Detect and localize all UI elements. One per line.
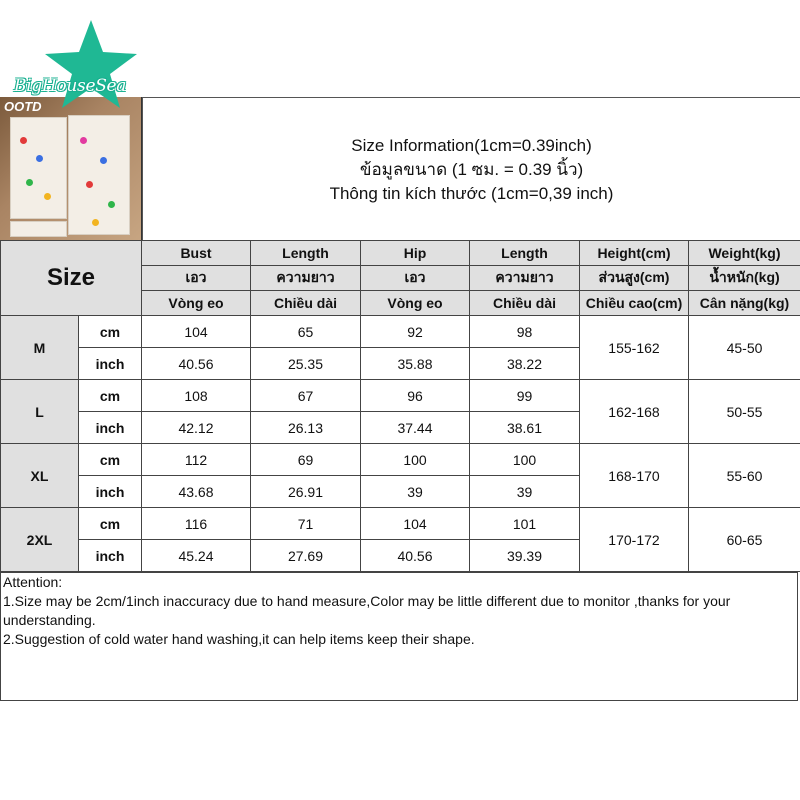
col-header: Hip: [361, 241, 470, 266]
table-cell: 38.61: [470, 412, 580, 444]
table-cell: 40.56: [142, 348, 251, 380]
size-name: M: [1, 316, 79, 380]
table-cell: 42.12: [142, 412, 251, 444]
size-name: 2XL: [1, 508, 79, 572]
col-header-thai: เอว: [142, 266, 251, 291]
table-cell: 100: [470, 444, 580, 476]
table-cell: 43.68: [142, 476, 251, 508]
weight-cell: 60-65: [689, 508, 800, 572]
col-header-vietnamese: Cân nặng(kg): [689, 291, 800, 316]
attention-title: Attention:: [3, 574, 63, 590]
header-english: Size Information(1cm=0.39inch): [351, 135, 592, 155]
table-row: [1, 316, 800, 348]
unit-label: inch: [79, 412, 142, 444]
table-cell: 39: [361, 476, 470, 508]
table-cell: 67: [251, 380, 361, 412]
product-photo: [0, 97, 142, 240]
unit-label: cm: [79, 316, 142, 348]
table-cell: 26.91: [251, 476, 361, 508]
unit-label: inch: [79, 348, 142, 380]
height-cell: 162-168: [580, 380, 689, 444]
table-cell: 100: [361, 444, 470, 476]
brand-logo: [6, 18, 156, 114]
unit-label: inch: [79, 476, 142, 508]
col-header-vietnamese: Chiều cao(cm): [580, 291, 689, 316]
unit-label: inch: [79, 540, 142, 572]
size-info-header: [142, 97, 800, 242]
table-cell: 40.56: [361, 540, 470, 572]
col-header: Length: [470, 241, 580, 266]
table-row: [1, 508, 800, 540]
table-cell: 92: [361, 316, 470, 348]
col-header-thai: ความยาว: [470, 266, 580, 291]
attention-line-2: 2.Suggestion of cold water hand washing,it can help items keep their shape.: [3, 631, 475, 647]
col-header-vietnamese: Chiều dài: [251, 291, 361, 316]
col-header-vietnamese: Vòng eo: [142, 291, 251, 316]
table-cell: 96: [361, 380, 470, 412]
weight-cell: 50-55: [689, 380, 800, 444]
table-cell: 112: [142, 444, 251, 476]
col-header: Length: [251, 241, 361, 266]
star-icon: [45, 20, 137, 108]
table-cell: 39.39: [470, 540, 580, 572]
table-cell: 65: [251, 316, 361, 348]
size-name: L: [1, 380, 79, 444]
header-thai: ข้อมูลขนาด (1 ซม. = 0.39 นิ้ว): [359, 159, 584, 179]
unit-label: cm: [79, 508, 142, 540]
unit-label: cm: [79, 380, 142, 412]
col-header-thai: น้ำหนัก(kg): [689, 266, 800, 291]
height-cell: 170-172: [580, 508, 689, 572]
height-cell: 155-162: [580, 316, 689, 380]
unit-label: cm: [79, 444, 142, 476]
size-label: Size: [1, 241, 142, 316]
table-cell: 108: [142, 380, 251, 412]
height-cell: 168-170: [580, 444, 689, 508]
table-cell: 26.13: [251, 412, 361, 444]
table-cell: 99: [470, 380, 580, 412]
table-cell: 39: [470, 476, 580, 508]
table-cell: 104: [142, 316, 251, 348]
table-cell: 38.22: [470, 348, 580, 380]
attention-notes: [0, 572, 798, 701]
table-cell: 69: [251, 444, 361, 476]
table-cell: 27.69: [251, 540, 361, 572]
col-header: Weight(kg): [689, 241, 800, 266]
size-table: [0, 240, 800, 572]
brand-name: BigHouseSea: [14, 76, 127, 96]
table-row: [1, 444, 800, 476]
table-cell: 45.24: [142, 540, 251, 572]
header-vietnamese: Thông tin kích thước (1cm=0,39 inch): [329, 183, 614, 203]
attention-line-1: 1.Size may be 2cm/1inch inaccuracy due to hand measure,Color may be little different due to monitor ,thanks for your understanding.: [3, 593, 731, 628]
col-header-vietnamese: Vòng eo: [361, 291, 470, 316]
weight-cell: 55-60: [689, 444, 800, 508]
table-cell: 37.44: [361, 412, 470, 444]
weight-cell: 45-50: [689, 316, 800, 380]
table-cell: 35.88: [361, 348, 470, 380]
col-header: Height(cm): [580, 241, 689, 266]
table-row: [1, 380, 800, 412]
col-header-thai: ส่วนสูง(cm): [580, 266, 689, 291]
col-header-thai: เอว: [361, 266, 470, 291]
ootd-badge: OOTD: [4, 99, 42, 114]
table-cell: 116: [142, 508, 251, 540]
table-cell: 71: [251, 508, 361, 540]
col-header: Bust: [142, 241, 251, 266]
table-cell: 101: [470, 508, 580, 540]
size-name: XL: [1, 444, 79, 508]
table-cell: 98: [470, 316, 580, 348]
table-cell: 104: [361, 508, 470, 540]
col-header-vietnamese: Chiều dài: [470, 291, 580, 316]
col-header-thai: ความยาว: [251, 266, 361, 291]
table-cell: 25.35: [251, 348, 361, 380]
